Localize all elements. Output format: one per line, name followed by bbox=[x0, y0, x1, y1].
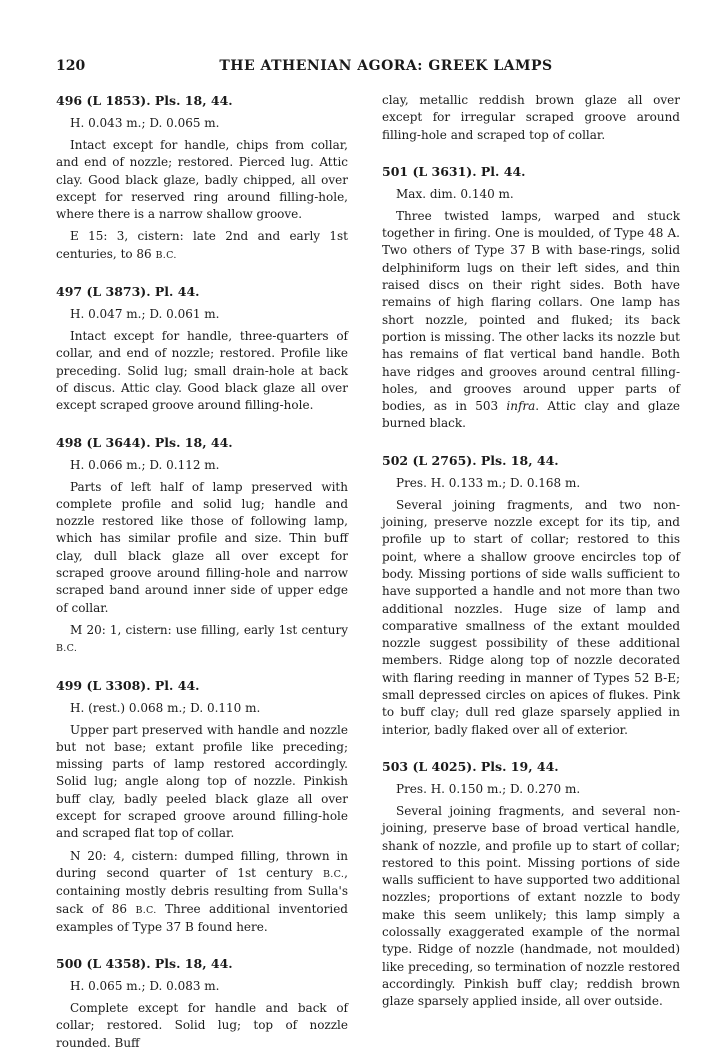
left-column bbox=[56, 92, 348, 1057]
catalog-entry-500 bbox=[56, 955, 348, 1052]
right-column bbox=[382, 92, 680, 1015]
entry-dimensions: H. 0.047 m.; D. 0.061 m. bbox=[70, 307, 220, 322]
era-label: B.C. bbox=[323, 868, 345, 880]
entry-description: Several joining fragments, and several non-joining, preserve base of broad vertical handle, shank of nozzle, and profile up to start of collar; restored to this point. Missing portions of side walls sufficient to have supported two additional nozzles; proportions of extant nozzle to body make this seem unlikely; this lamp simply a colossally exaggerated example of the normal type. Ridge of nozzle (handmade, not moulded) like preceding, so termination of nozzle restored accordingly. Pinkish buff clay; reddish brown glaze sparsely applied inside, all over outside. bbox=[382, 803, 680, 1009]
entry-dimensions: Pres. H. 0.150 m.; D. 0.270 m. bbox=[396, 781, 581, 796]
entry-context bbox=[56, 622, 348, 658]
page-header bbox=[56, 58, 676, 80]
running-title: THE ATHENIAN AGORA: GREEK LAMPS bbox=[219, 58, 553, 74]
entry-heading: 498 (L 3644). Pls. 18, 44. bbox=[56, 434, 233, 450]
entry-dimensions: H. 0.066 m.; D. 0.112 m. bbox=[70, 457, 220, 472]
catalog-entry-503 bbox=[382, 758, 680, 1011]
description-text: Three twisted lamps, warped and stuck together in firing. One is moulded, of Type 48 A. Two others of Type 37 B with base-rings, solid delphiniform lugs on their left sides, and thin raised discs on their right sides. Both have remains of high flaring collars. One lamp has short nozzle, pointed and fluked; its back portion is missing. The other lacks its nozzle but has remains of flat vertical band handle. Both have ridges and grooves around central filling-holes, and grooves around upper parts of bodies, as in 503 bbox=[382, 208, 680, 414]
entry-heading: 497 (L 3873). Pl. 44. bbox=[56, 284, 200, 300]
era-label: B.C. bbox=[56, 643, 78, 655]
entry-description: Intact except for handle, chips from collar, and end of nozzle; restored. Pierced lug. Attic clay. Good black glaze, badly chipped, all over except for reserved ring around filling-hole, where there is a narrow shallow groove. bbox=[56, 138, 348, 222]
era-label: B.C. bbox=[155, 249, 177, 261]
entry-description: Parts of left half of lamp preserved with complete profile and solid lug; handle and nozzle restored like those of following lamp, which has similar profile and size. Thin buff clay, dull black glaze all over except for scraped groove around filling-hole and narrow scraped band around inner side of upper edge of collar. bbox=[56, 479, 348, 615]
entry-heading: 502 (L 2765). Pls. 18, 44. bbox=[382, 452, 559, 468]
infra-reference: infra bbox=[506, 399, 536, 414]
entry-dimensions: Max. dim. 0.140 m. bbox=[396, 186, 514, 201]
entry-context bbox=[56, 228, 348, 264]
entry-description: Upper part preserved with handle and nozzle but not base; extant profile like preceding; missing parts of lamp restored accordingly. Solid lug; angle along top of nozzle. Pinkish buff clay, badly peeled black glaze all over except for scraped groove around filling-hole and scraped flat top of collar. bbox=[56, 722, 348, 841]
catalog-entry-502 bbox=[382, 452, 680, 739]
entry-dimensions: H. (rest.) 0.068 m.; D. 0.110 m. bbox=[70, 700, 261, 715]
entry-dimensions: H. 0.043 m.; D. 0.065 m. bbox=[70, 116, 220, 130]
era-label: B.C. bbox=[135, 904, 157, 916]
entry-heading: 496 (L 1853). Pls. 18, 44. bbox=[56, 93, 233, 108]
entry-heading: 503 (L 4025). Pls. 19, 44. bbox=[382, 758, 559, 774]
entry-description: Several joining fragments, and two non-joining, preserve nozzle except for its tip, and profile up to start of collar; restored to this point, where a shallow groove encircles top of body. Missing portions of side walls sufficient to have supported a handle and not more than two additional nozzles. Huge size of lamp and comparative smallness of the extant moulded nozzle suggest possibility of these additional members. Ridge along top of nozzle decorated with flaring reeding in manner of Types 52 B-E; small depressed circles on apices of flukes. Pink to buff clay; dull red glaze sparsely applied in interior, badly flaked over all of exterior. bbox=[382, 497, 680, 737]
entry-heading: 501 (L 3631). Pl. 44. bbox=[382, 163, 526, 179]
context-text: M 20: 1, cistern: use filling, early 1st century bbox=[70, 622, 348, 637]
entry-description bbox=[382, 208, 680, 433]
catalog-entry-501 bbox=[382, 163, 680, 433]
entry-heading: 499 (L 3308). Pl. 44. bbox=[56, 677, 200, 693]
context-text: N 20: 4, cistern: dumped filling, thrown in during second quarter of 1st century bbox=[56, 848, 348, 880]
catalog-entry-497 bbox=[56, 283, 348, 414]
catalog-entry-499 bbox=[56, 677, 348, 937]
entry-description: Complete except for handle and back of collar; restored. Solid lug; top of nozzle rounded. Buff bbox=[56, 1001, 348, 1050]
entry-heading: 500 (L 4358). Pls. 18, 44. bbox=[56, 956, 233, 972]
entry-500-continuation: clay, metallic reddish brown glaze all over except for irregular scraped groove around filling-hole and scraped top of collar. bbox=[382, 93, 680, 142]
description-text: . Attic clay and glaze burned black. bbox=[382, 399, 680, 431]
entry-description: Intact except for handle, three-quarters of collar, and end of nozzle; restored. Profile like preceding. Solid lug; small drain-hole at back of discus. Attic clay. Good black glaze all over except scraped groove around filling-hole. bbox=[56, 329, 348, 413]
context-text: E 15: 3, cistern: late 2nd and early 1st centuries, to 86 bbox=[56, 229, 348, 261]
context-text: , containing mostly debris resulting from Sulla's sack of 86 bbox=[56, 865, 348, 916]
entry-context bbox=[56, 848, 348, 936]
page-number: 120 bbox=[56, 58, 86, 74]
context-text: Three additional inventoried examples of Type 37 B found here. bbox=[56, 901, 348, 934]
entry-dimensions: Pres. H. 0.133 m.; D. 0.168 m. bbox=[396, 475, 581, 490]
catalog-entry-498 bbox=[56, 434, 348, 658]
catalog-entry-496 bbox=[56, 92, 348, 264]
entry-dimensions: H. 0.065 m.; D. 0.083 m. bbox=[70, 979, 220, 994]
